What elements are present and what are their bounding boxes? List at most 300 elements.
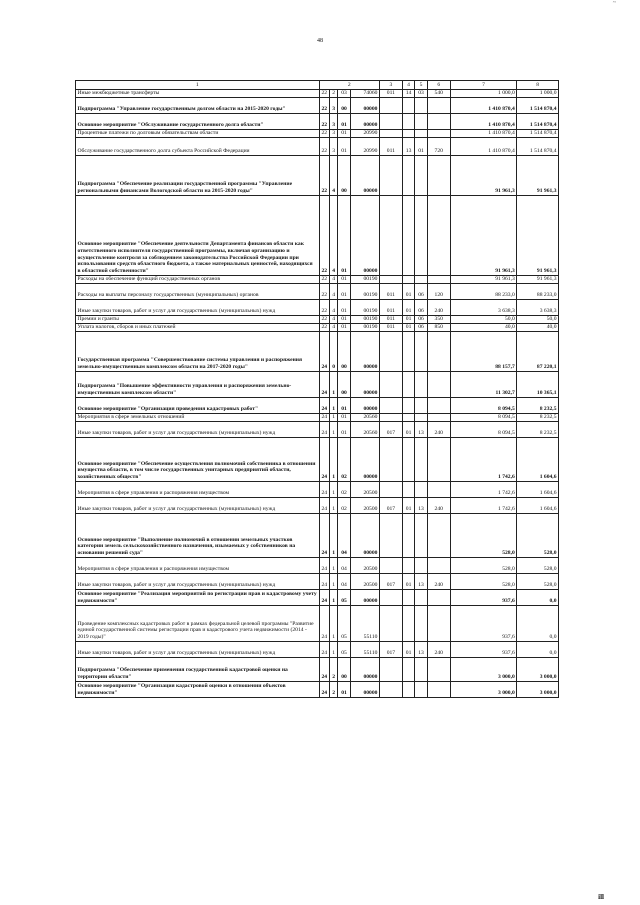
row-col-5	[415, 332, 427, 372]
table-row	[76, 138, 559, 156]
table-row	[76, 130, 559, 138]
row-name-cell: Иные закупки товаров, работ и услуг для государственных (муниципальных) нужд	[76, 642, 320, 658]
row-code-part-3: 01	[338, 284, 350, 300]
row-col-4	[402, 276, 414, 284]
row-code-part-1: 24	[319, 398, 329, 414]
row-code-part-3: 01	[338, 300, 350, 316]
row-code-part-3: 01	[338, 422, 350, 438]
row-code-part-2: 3	[329, 114, 337, 130]
row-code-part-4: 20500	[350, 574, 379, 590]
row-col-6	[427, 98, 450, 114]
row-code-part-3: 00	[338, 156, 350, 196]
row-col-6	[427, 482, 450, 498]
table-row	[76, 332, 559, 372]
row-code-part-3: 01	[338, 316, 350, 324]
row-col-5	[415, 114, 427, 130]
row-code-part-3: 05	[338, 642, 350, 658]
row-col-5	[415, 682, 427, 698]
row-code-part-2: 1	[329, 514, 337, 558]
row-code-part-2: 1	[329, 558, 337, 574]
row-col-3: 011	[379, 316, 402, 324]
row-code-part-2: 1	[329, 642, 337, 658]
row-col-3: 011	[379, 138, 402, 156]
header-col-2: 2	[319, 81, 379, 90]
row-col-3: 017	[379, 422, 402, 438]
row-col-3: 017	[379, 498, 402, 514]
row-code-part-4: 00000	[350, 590, 379, 606]
table-row	[76, 558, 559, 574]
row-col-3	[379, 438, 402, 482]
table-row	[76, 90, 559, 98]
row-code-part-2: 1	[329, 606, 337, 642]
table-row	[76, 422, 559, 438]
row-col-4: 01	[402, 300, 414, 316]
row-col-4	[402, 414, 414, 422]
row-amount-7: 3 000,0	[450, 658, 517, 682]
row-code-part-2: 4	[329, 300, 337, 316]
row-code-part-1: 22	[319, 316, 329, 324]
row-code-part-1: 22	[319, 196, 329, 276]
row-code-part-3: 01	[338, 398, 350, 414]
row-amount-7: 1 410 870,4	[450, 114, 517, 130]
row-code-part-1: 24	[319, 642, 329, 658]
row-col-6: 240	[427, 422, 450, 438]
row-code-part-4: 20500	[350, 558, 379, 574]
row-code-part-3: 04	[338, 514, 350, 558]
row-name-cell: Иные закупки товаров, работ и услуг для государственных (муниципальных) нужд	[76, 422, 320, 438]
table-row	[76, 606, 559, 642]
row-col-4: 01	[402, 498, 414, 514]
row-col-6	[427, 196, 450, 276]
bottom-mark: ill	[598, 893, 604, 901]
row-code-part-4: 00000	[350, 114, 379, 130]
row-code-part-1: 24	[319, 372, 329, 398]
row-code-part-1: 24	[319, 658, 329, 682]
table-row	[76, 114, 559, 130]
row-name-cell: Мероприятия в сфере управления и распоряжения имуществом	[76, 558, 320, 574]
row-code-part-4: 00000	[350, 658, 379, 682]
row-col-3	[379, 398, 402, 414]
row-amount-8: 3 000,0	[517, 658, 559, 682]
row-col-5	[415, 606, 427, 642]
row-amount-8: 1 514 870,4	[517, 130, 559, 138]
row-col-6	[427, 156, 450, 196]
row-code-part-2: 1	[329, 422, 337, 438]
row-code-part-4: 74060	[350, 90, 379, 98]
row-amount-7: 88 233,0	[450, 284, 517, 300]
row-code-part-2: 1	[329, 372, 337, 398]
row-col-5	[415, 372, 427, 398]
row-col-3	[379, 98, 402, 114]
row-amount-8: 87 220,1	[517, 332, 559, 372]
row-name-cell: Проведение комплексных кадастровых работ в рамках федеральной целевой программы "Развитие единой государственной системы регистрации прав и кадастрового учета недвижимости (2014 - 2019 годы)"	[76, 606, 320, 642]
row-code-part-3: 01	[338, 130, 350, 138]
row-col-5: 13	[415, 498, 427, 514]
row-code-part-2: 3	[329, 138, 337, 156]
row-amount-7: 528,0	[450, 558, 517, 574]
row-col-4	[402, 332, 414, 372]
row-name-cell: Иные межбюджетные трансферты	[76, 90, 320, 98]
row-col-5: 03	[415, 90, 427, 98]
row-col-6: 120	[427, 284, 450, 300]
row-col-5	[415, 276, 427, 284]
row-amount-8: 8 232,5	[517, 422, 559, 438]
row-col-5	[415, 558, 427, 574]
row-code-part-2: 1	[329, 482, 337, 498]
row-col-6: 240	[427, 498, 450, 514]
row-code-part-2: 3	[329, 130, 337, 138]
row-col-4	[402, 590, 414, 606]
row-name-cell: Основное мероприятие "Организация проведения кадастровых работ"	[76, 398, 320, 414]
row-amount-8: 528,0	[517, 558, 559, 574]
row-code-part-3: 01	[338, 682, 350, 698]
row-code-part-3: 02	[338, 498, 350, 514]
row-name-cell: Основное мероприятие "Реализация мероприятий по регистрации прав и кадастровому учету недвижимости"	[76, 590, 320, 606]
row-code-part-2: 4	[329, 316, 337, 324]
row-col-5	[415, 590, 427, 606]
row-code-part-3: 02	[338, 438, 350, 482]
row-code-part-1: 24	[319, 422, 329, 438]
row-amount-8: 0,0	[517, 590, 559, 606]
row-amount-7: 11 302,7	[450, 372, 517, 398]
row-amount-8: 91 961,3	[517, 276, 559, 284]
row-code-part-3: 00	[338, 98, 350, 114]
row-col-4: 01	[402, 316, 414, 324]
row-col-5	[415, 398, 427, 414]
table-row	[76, 574, 559, 590]
row-col-6: 850	[427, 324, 450, 332]
row-col-6	[427, 130, 450, 138]
row-code-part-4: 00000	[350, 682, 379, 698]
row-code-part-3: 02	[338, 482, 350, 498]
row-code-part-4: 20500	[350, 482, 379, 498]
row-code-part-3: 04	[338, 558, 350, 574]
row-amount-8: 528,0	[517, 574, 559, 590]
row-code-part-2: 4	[329, 324, 337, 332]
row-col-3	[379, 414, 402, 422]
row-amount-7: 50,0	[450, 316, 517, 324]
row-col-6	[427, 514, 450, 558]
row-code-part-2: 4	[329, 276, 337, 284]
row-col-3	[379, 114, 402, 130]
row-col-5: 01	[415, 138, 427, 156]
header-col-4: 4	[402, 81, 414, 90]
row-col-4	[402, 98, 414, 114]
row-col-5: 13	[415, 642, 427, 658]
row-col-6: 240	[427, 642, 450, 658]
row-code-part-3: 01	[338, 276, 350, 284]
row-name-cell: Основное мероприятие "Обслуживание государственного долга области"	[76, 114, 320, 130]
table-header-row	[76, 81, 559, 90]
row-code-part-2: 2	[329, 658, 337, 682]
row-code-part-4: 00190	[350, 284, 379, 300]
row-code-part-4: 55110	[350, 642, 379, 658]
row-code-part-3: 00	[338, 658, 350, 682]
table-row	[76, 682, 559, 698]
row-code-part-1: 24	[319, 590, 329, 606]
header-col-3: 3	[379, 81, 402, 90]
row-col-6	[427, 590, 450, 606]
row-code-part-4: 00000	[350, 332, 379, 372]
row-col-6	[427, 398, 450, 414]
header-col-1: 1	[76, 81, 320, 90]
row-col-6	[427, 682, 450, 698]
row-col-4	[402, 196, 414, 276]
row-code-part-1: 22	[319, 300, 329, 316]
header-col-7: 7	[450, 81, 517, 90]
row-col-3	[379, 332, 402, 372]
table-row	[76, 316, 559, 324]
row-code-part-3: 05	[338, 606, 350, 642]
row-col-6: 540	[427, 90, 450, 98]
row-amount-7: 1 410 870,4	[450, 138, 517, 156]
row-col-3	[379, 558, 402, 574]
row-code-part-1: 24	[319, 606, 329, 642]
table-row	[76, 324, 559, 332]
row-code-part-2: 1	[329, 574, 337, 590]
row-code-part-1: 24	[319, 558, 329, 574]
row-name-cell: Уплата налогов, сборов и иных платежей	[76, 324, 320, 332]
row-col-5: 13	[415, 574, 427, 590]
row-col-4: 13	[402, 138, 414, 156]
row-amount-7: 40,0	[450, 324, 517, 332]
table-row	[76, 196, 559, 276]
row-col-4	[402, 482, 414, 498]
row-code-part-2: 4	[329, 156, 337, 196]
row-code-part-4: 00000	[350, 514, 379, 558]
row-amount-7: 91 961,3	[450, 196, 517, 276]
row-code-part-4: 20500	[350, 498, 379, 514]
row-amount-8: 3 638,3	[517, 300, 559, 316]
row-col-3	[379, 372, 402, 398]
row-code-part-4: 00000	[350, 156, 379, 196]
row-code-part-1: 24	[319, 498, 329, 514]
table-body	[76, 90, 559, 698]
row-col-6: 720	[427, 138, 450, 156]
row-col-5: 06	[415, 300, 427, 316]
row-col-5	[415, 482, 427, 498]
row-amount-7: 3 000,0	[450, 682, 517, 698]
row-amount-8: 1 514 870,4	[517, 138, 559, 156]
row-code-part-1: 22	[319, 324, 329, 332]
row-col-3	[379, 590, 402, 606]
row-amount-7: 937,6	[450, 606, 517, 642]
row-name-cell: Подпрограмма "Повышение эффективности управления и распоряжения земельно-имущественным комплексом области"	[76, 372, 320, 398]
row-amount-8: 0,0	[517, 642, 559, 658]
row-name-cell: Расходы на обеспечение функций государственных органов	[76, 276, 320, 284]
row-amount-7: 937,6	[450, 642, 517, 658]
row-col-4: 01	[402, 284, 414, 300]
row-code-part-4: 00000	[350, 398, 379, 414]
row-col-5	[415, 514, 427, 558]
table-row	[76, 372, 559, 398]
row-col-3: 017	[379, 642, 402, 658]
row-code-part-1: 22	[319, 138, 329, 156]
table-row	[76, 498, 559, 514]
row-code-part-4: 00000	[350, 98, 379, 114]
row-col-3: 011	[379, 90, 402, 98]
row-amount-8: 1 604,6	[517, 438, 559, 482]
row-amount-8: 88 233,0	[517, 284, 559, 300]
row-col-4: 14	[402, 90, 414, 98]
row-code-part-4: 00000	[350, 438, 379, 482]
row-amount-8: 8 232,5	[517, 414, 559, 422]
row-code-part-1: 22	[319, 98, 329, 114]
row-col-4	[402, 114, 414, 130]
row-col-4: 01	[402, 642, 414, 658]
row-name-cell: Основное мероприятие "Организация кадастровой оценки в отношении объектов недвижимости"	[76, 682, 320, 698]
row-name-cell: Обслуживание государственного долга субъекта Российской Федерации	[76, 138, 320, 156]
row-code-part-1: 24	[319, 414, 329, 422]
row-code-part-1: 24	[319, 682, 329, 698]
table-row	[76, 284, 559, 300]
row-col-3: 017	[379, 574, 402, 590]
row-name-cell: Подпрограмма "Обеспечение применения государственной кадастровой оценки на территории области"	[76, 658, 320, 682]
table-row	[76, 300, 559, 316]
row-amount-8: 40,0	[517, 324, 559, 332]
row-code-part-2: 1	[329, 438, 337, 482]
row-code-part-4: 55110	[350, 606, 379, 642]
table-row	[76, 398, 559, 414]
row-col-5	[415, 414, 427, 422]
row-col-5: 13	[415, 422, 427, 438]
row-name-cell: Основное мероприятие "Выполнение полномочий в отношении земельных участков категории земель сельскохозяйственного назначения, изымаемых у собственников на основании решений суда"	[76, 514, 320, 558]
row-col-6	[427, 606, 450, 642]
row-amount-7: 1 410 870,4	[450, 98, 517, 114]
row-code-part-4: 00190	[350, 324, 379, 332]
row-col-4	[402, 558, 414, 574]
row-amount-7: 8 094,5	[450, 398, 517, 414]
table-row	[76, 590, 559, 606]
row-col-4	[402, 606, 414, 642]
header-col-6: 6	[427, 81, 450, 90]
row-amount-8: 91 961,3	[517, 196, 559, 276]
row-col-6: 240	[427, 574, 450, 590]
row-amount-7: 8 094,5	[450, 422, 517, 438]
row-col-6: 240	[427, 300, 450, 316]
row-code-part-3: 00	[338, 332, 350, 372]
row-col-4	[402, 398, 414, 414]
row-code-part-4: 00000	[350, 196, 379, 276]
row-col-6	[427, 372, 450, 398]
row-amount-7: 8 094,5	[450, 414, 517, 422]
row-name-cell: Иные закупки товаров, работ и услуг для государственных (муниципальных) нужд	[76, 574, 320, 590]
corner-mark: ~	[612, 0, 616, 6]
row-col-6	[427, 558, 450, 574]
row-amount-7: 528,0	[450, 514, 517, 558]
row-name-cell: Процентные платежи по долговым обязательствам области	[76, 130, 320, 138]
row-amount-7: 1 742,6	[450, 438, 517, 482]
row-col-5: 06	[415, 284, 427, 300]
row-code-part-4: 20990	[350, 138, 379, 156]
row-code-part-2: 0	[329, 332, 337, 372]
row-code-part-4: 20990	[350, 130, 379, 138]
header-col-5: 5	[415, 81, 427, 90]
row-amount-7: 88 157,7	[450, 332, 517, 372]
row-code-part-4: 00190	[350, 276, 379, 284]
row-code-part-1: 22	[319, 284, 329, 300]
row-amount-7: 91 961,3	[450, 156, 517, 196]
row-code-part-2: 2	[329, 682, 337, 698]
row-col-4: 01	[402, 324, 414, 332]
row-code-part-3: 01	[338, 414, 350, 422]
row-code-part-1: 22	[319, 130, 329, 138]
page-number: 48	[317, 38, 323, 44]
row-name-cell: Государственная программа "Совершенствование системы управления и распоряжения земельно-имущественным комплексом области на 2017-2020 годы"	[76, 332, 320, 372]
row-col-4	[402, 372, 414, 398]
row-name-cell: Расходы на выплаты персоналу государственных (муниципальных) органов	[76, 284, 320, 300]
row-col-3: 011	[379, 324, 402, 332]
row-code-part-4: 00000	[350, 372, 379, 398]
row-amount-8: 1 000,0	[517, 90, 559, 98]
header-col-8: 8	[517, 81, 559, 90]
row-code-part-2: 3	[329, 98, 337, 114]
row-col-3	[379, 276, 402, 284]
row-amount-7: 3 638,3	[450, 300, 517, 316]
row-amount-7: 1 000,0	[450, 90, 517, 98]
row-code-part-4: 20560	[350, 414, 379, 422]
row-code-part-2: 4	[329, 284, 337, 300]
table-row	[76, 156, 559, 196]
row-col-5	[415, 98, 427, 114]
row-col-3	[379, 658, 402, 682]
row-name-cell: Основное мероприятие "Обеспечение деятельности Департамента финансов области как ответственного исполнителя государственной программы, включая организацию и осуществление контроля за соблюдением законодательства Российской Федерации при использовании средств областного бюджета, а также материальных ценностей, находящихся в областной собственности"	[76, 196, 320, 276]
row-amount-8: 1 514 870,4	[517, 114, 559, 130]
row-amount-7: 1 410 870,4	[450, 130, 517, 138]
row-col-5	[415, 658, 427, 682]
row-code-part-1: 24	[319, 438, 329, 482]
row-col-4	[402, 514, 414, 558]
row-name-cell: Подпрограмма "Обеспечение реализации государственной программы "Управление региональными финансами Вологодской области на 2015-2020 годы"	[76, 156, 320, 196]
table-row	[76, 276, 559, 284]
row-code-part-1: 24	[319, 574, 329, 590]
row-code-part-3: 00	[338, 372, 350, 398]
row-code-part-1: 22	[319, 114, 329, 130]
row-amount-8: 1 604,6	[517, 482, 559, 498]
row-code-part-3: 01	[338, 324, 350, 332]
row-amount-7: 91 961,3	[450, 276, 517, 284]
row-amount-8: 3 000,0	[517, 682, 559, 698]
row-name-cell: Иные закупки товаров, работ и услуг для государственных (муниципальных) нужд	[76, 498, 320, 514]
row-col-4	[402, 658, 414, 682]
row-col-5	[415, 438, 427, 482]
row-col-5	[415, 130, 427, 138]
row-code-part-3: 04	[338, 574, 350, 590]
row-code-part-3: 01	[338, 138, 350, 156]
row-code-part-3: 05	[338, 590, 350, 606]
row-name-cell: Подпрограмма "Управление государственным долгом области на 2015-2020 годы"	[76, 98, 320, 114]
row-col-3	[379, 682, 402, 698]
row-code-part-3: 01	[338, 196, 350, 276]
row-name-cell: Премии и гранты	[76, 316, 320, 324]
row-code-part-2: 2	[329, 90, 337, 98]
table-row	[76, 658, 559, 682]
row-code-part-4: 00190	[350, 300, 379, 316]
row-col-4	[402, 682, 414, 698]
row-code-part-1: 22	[319, 276, 329, 284]
row-code-part-4: 20560	[350, 422, 379, 438]
row-col-6: 350	[427, 316, 450, 324]
row-code-part-1: 22	[319, 90, 329, 98]
row-code-part-2: 1	[329, 414, 337, 422]
row-col-3	[379, 196, 402, 276]
row-col-3	[379, 130, 402, 138]
row-name-cell: Основное мероприятие "Обеспечение осуществления полномочий собственника в отношении имущества области, в том числе государственных унитарных предприятий области, хозяйственных обществ"	[76, 438, 320, 482]
row-amount-7: 1 742,6	[450, 482, 517, 498]
row-col-6	[427, 414, 450, 422]
row-amount-8: 1 604,6	[517, 498, 559, 514]
table-row	[76, 482, 559, 498]
